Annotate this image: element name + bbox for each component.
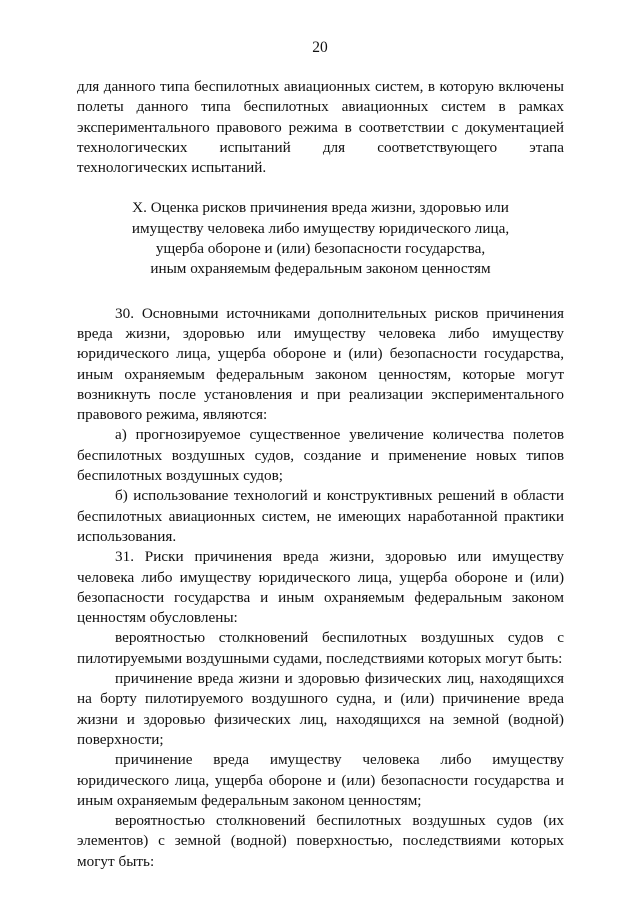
paragraph-31-harm-life: причинение вреда жизни и здоровью физических лиц, находящихся на борту пилотируемого воздушного судна, и (или) причинение вреда жизни и здоровью физических лиц, находящихся на земной (водной) поверхности; [77,670,564,748]
paragraph-continuation: для данного типа беспилотных авиационных систем, в которую включены полеты данного типа беспилотных авиационных систем в рамках экспериментального правового режима в соответствии с документацией технологических испытаний для соответствующего этапа технологических испытаний. [77,78,564,177]
paragraph-30: 30. Основными источниками дополнительных рисков причинения вреда жизни, здоровью или имуществу человека либо имуществу юридического лица, ущерба обороне и (или) безопасности государства, иным охраняемым федеральным законом ценностям, которые могут возникнуть после установления и при реализации экспериментального правового режима, являются: [77,304,564,424]
section-heading [77,198,564,279]
paragraph-30-item-a: а) прогнозируемое существенное увеличение количества полетов беспилотных воздушных судов, создание и применение новых типов беспилотных воздушных судов; [77,426,564,485]
document-body [77,77,564,872]
section-heading-line: иным охраняемым федеральным законом ценностям [150,260,491,278]
paragraph-31-collision-surface: вероятностью столкновений беспилотных воздушных судов (их элементов) с земной (водной) поверхностью, последствиями которых могут быть: [77,812,564,870]
section-heading-line: имуществу человека либо имуществу юридического лица, [131,219,510,237]
page-number: 20 [312,39,328,56]
paragraph-31-collision-aircraft: вероятностью столкновений беспилотных воздушных судов с пилотируемыми воздушными судами, последствиями которых могут быть: [77,629,564,667]
section-heading-line: ущерба обороне и (или) безопасности государства, [155,240,486,258]
section-heading-line: X. Оценка рисков причинения вреда жизни, здоровью или [132,199,509,217]
paragraph-31: 31. Риски причинения вреда жизни, здоровью или имуществу человека либо имуществу юридического лица, ущерба обороне и (или) безопасности государства и иным охраняемым федеральным законом ценностям обусловлены: [77,548,564,627]
paragraph-31-harm-property: причинение вреда имуществу человека либо имуществу юридического лица, ущерба обороне и (или) безопасности государства и иным охраняемым федеральным законом ценностям; [77,751,564,809]
paragraph-30-item-b: б) использование технологий и конструктивных решений в области беспилотных авиационных систем, не имеющих наработанной практики использования. [77,487,564,545]
